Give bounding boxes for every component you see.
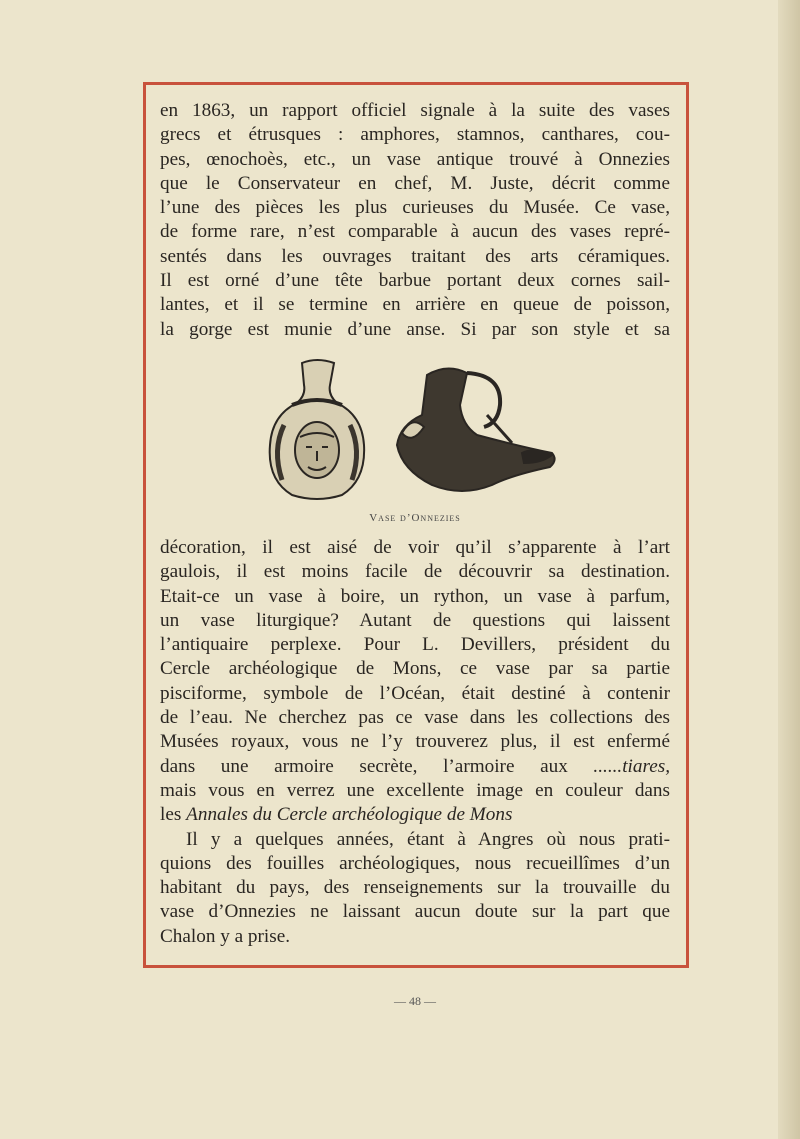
text-line: de l’eau. Ne cherchez pas ce vase dans les collections des: [160, 707, 670, 729]
vase-illustration: [262, 355, 562, 505]
page-number: — 48 —: [394, 994, 436, 1008]
text-segment: les: [160, 804, 182, 826]
text-line: Cercle archéologique de Mons, ce vase par sa partie: [160, 658, 670, 680]
text-line: en 1863, un rapport officiel signale à la suite des vases: [160, 100, 670, 121]
text-line: décoration, il est aisé de voir qu’il s’apparente à l’art: [160, 537, 670, 558]
text-line: Chalon y a prise.: [160, 925, 291, 947]
text-line: Etait-ce un vase à boire, un rython, un vase à parfum,: [160, 585, 670, 607]
text-line: pes, œnochoès, etc., un vase antique trouvé à Onnezies: [160, 148, 670, 170]
figure-caption: Vase d’Onnezies: [369, 512, 461, 524]
vase-side-view: [397, 368, 555, 491]
text-line: Il est orné d’une tête barbue portant deux cornes sail-: [160, 270, 670, 292]
vase-front-view: [270, 360, 364, 499]
paragraph-top: [160, 99, 670, 342]
text-line: que le Conservateur en chef, M. Juste, décrit comme: [160, 172, 670, 194]
text-line: pisciforme, symbole de l’Océan, était destiné à contenir: [160, 682, 670, 704]
text-line: de forme rare, n’est comparable à aucun des vases repré-: [160, 221, 670, 243]
text-line: Il y a quelques années, étant à Angres où nous prati-: [186, 828, 670, 850]
text-line: un vase liturgique? Autant de questions qui laissent: [160, 609, 670, 631]
italic-annales-title: Annales du Cercle archéologique de Mons: [186, 804, 513, 826]
text-line: [160, 755, 670, 779]
text-line: l’antiquaire perplexe. Pour L. Devillers, président du: [160, 634, 670, 656]
text-line: vase d’Onnezies ne laissant aucun doute sur la part que: [160, 901, 670, 923]
text-line: habitant du pays, des renseignements sur la trouvaille du: [160, 877, 670, 899]
text-line: l’une des pièces les plus curieuses du Musée. Ce vase,: [160, 197, 670, 219]
text-line: quions des fouilles archéologiques, nous recueillîmes d’un: [160, 852, 670, 874]
page-edge: [778, 0, 800, 1139]
text-line: mais vous en verrez une excellente image en couleur dans: [160, 779, 670, 801]
text-line: Musées royaux, vous ne l’y trouverez plus, il est enfermé: [160, 731, 670, 753]
text-line: [160, 803, 670, 827]
text-line: la gorge est munie d’une anse. Si par son style et sa: [160, 318, 670, 340]
text-segment: dans une armoire secrète, l’armoire aux: [160, 755, 568, 777]
text-line: grecs et étrusques : amphores, stamnos, canthares, cou-: [160, 124, 670, 146]
paragraph-middle: [160, 536, 670, 949]
text-line: lantes, et il se termine en arrière en queue de poisson,: [160, 294, 670, 316]
text-line: sentés dans les ouvrages traitant des arts céramiques.: [160, 245, 670, 267]
text-line: gaulois, il est moins facile de découvrir sa destination.: [160, 561, 670, 583]
italic-tiares: ......tiares,: [593, 755, 670, 777]
